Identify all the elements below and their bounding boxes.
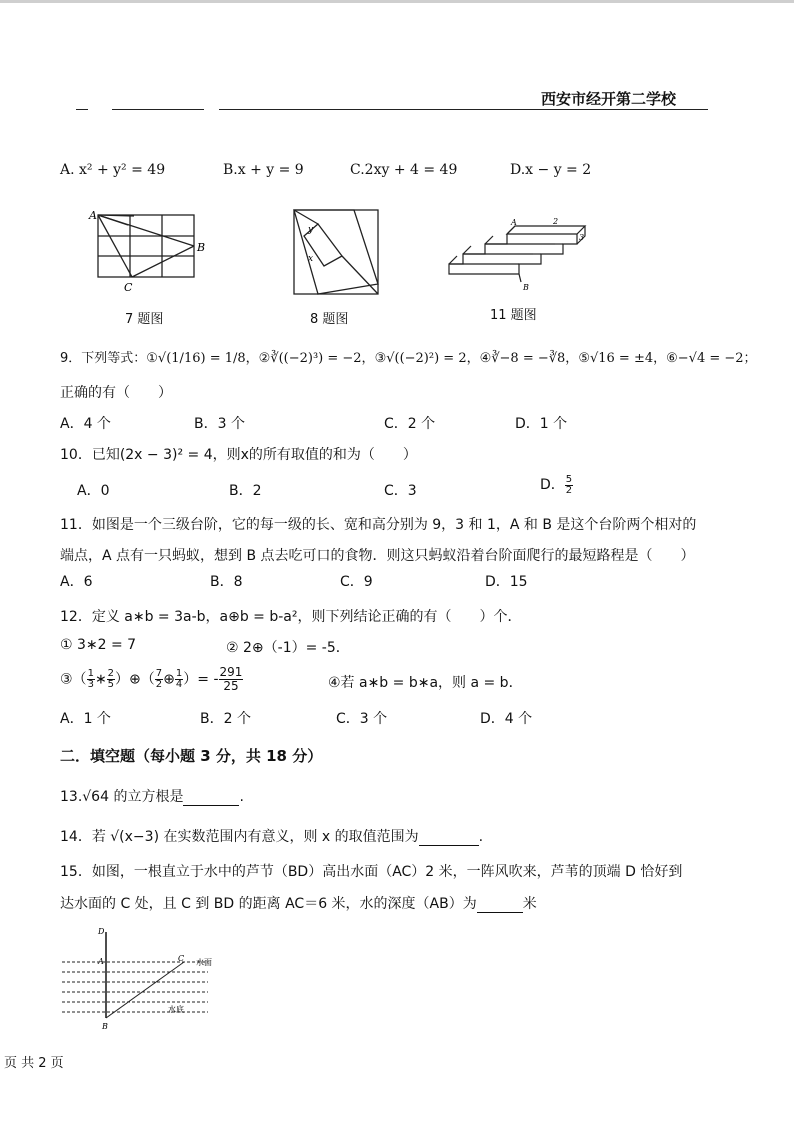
fig15-label-b: B bbox=[102, 1022, 108, 1031]
q11-option-c: C．9 bbox=[340, 574, 373, 590]
q9-option-c: C．2 个 bbox=[384, 416, 436, 432]
q15-line2: 达水面的 C 处，且 C 到 BD 的距离 AC＝6 米，水的深度（AB）为 米 bbox=[60, 896, 537, 912]
q15-line1: 15．如图，一根直立于水中的芦节（BD）高出水面（AC）2 米，一阵风吹来，芦苇的顶端 D 恰好到 bbox=[60, 864, 683, 880]
q9-item-5: ⑤√16 = ±4， bbox=[578, 351, 667, 366]
q9-item-4: ④∛−8 = −∛8， bbox=[479, 351, 579, 366]
q10-option-d-label: D． bbox=[540, 477, 565, 493]
fig11-label-2: 2 bbox=[553, 217, 559, 226]
q14-text: 14．若 √(x−3) 在实数范围内有意义，则 x 的取值范围为 bbox=[60, 829, 419, 845]
q11-line1: 11．如图是一个三级台阶，它的每一级的长、宽和高分别为 9，3 和 1，A 和 B 是这个台阶两个相对的 bbox=[60, 517, 697, 533]
q11-option-d: D．15 bbox=[485, 574, 528, 590]
q9-option-a: A．4 个 bbox=[60, 416, 111, 432]
q12-option-a: A．1 个 bbox=[60, 711, 111, 727]
q9-line2: 正确的有（ ） bbox=[60, 385, 172, 401]
school-name: 西安市经开第二学校 bbox=[541, 90, 677, 108]
q8-option-b: B.x + y = 9 bbox=[223, 162, 304, 178]
q12-stem: 12．定义 a∗b = 3a-b，a⊕b = b-a²，则下列结论正确的有（ ）个． bbox=[60, 609, 522, 625]
figure-7-caption: 7 题图 bbox=[125, 312, 164, 327]
fig15-label-c: C bbox=[178, 954, 185, 963]
q10-stem: 10．已知(2x − 3)² = 4，则x的所有取值的和为（ ） bbox=[60, 447, 417, 463]
q10-option-b: B．2 bbox=[229, 483, 262, 499]
q12-option-d: D．4 个 bbox=[480, 711, 533, 727]
q10-option-d-fraction: $\frac{5}{2}$ bbox=[565, 473, 573, 496]
fig8-label-y: y bbox=[308, 225, 314, 235]
fig11-label-b: B bbox=[523, 283, 529, 292]
fig15-water-surface-label: 水面 bbox=[196, 958, 212, 967]
figure-8-squares bbox=[290, 206, 382, 298]
header-rule bbox=[219, 109, 708, 110]
q14: 14．若 √(x−3) 在实数范围内有意义，则 x 的取值范围为 . bbox=[60, 829, 484, 845]
fig8-label-x: x bbox=[308, 254, 314, 264]
q8-option-a: A. x² + y² = 49 bbox=[60, 162, 166, 178]
figure-7-grid bbox=[84, 205, 214, 295]
q12-item-1: ① 3∗2 = 7 bbox=[60, 637, 137, 653]
q13-text: 13.√64 的立方根是 bbox=[60, 789, 184, 805]
q9-item-1: ①√(1/16) = 1/8， bbox=[146, 351, 259, 366]
q8-option-c: C.2xy + 4 = 49 bbox=[350, 162, 458, 178]
section-2-title: 二．填空题（每小题 3 分，共 18 分） bbox=[60, 747, 323, 765]
header-rule bbox=[76, 109, 88, 110]
q12-item-3: ③（ $\frac{1}{3}$ ∗ $\frac{2}{5}$ ）⊕（ $\frac{7}{2}$ ⊕ $\frac{1}{4}$ ）= - $\frac{291}{25}$ bbox=[60, 665, 243, 693]
q10-option-d bbox=[540, 474, 573, 496]
fig15-water-bottom-label: 水底 bbox=[168, 1005, 184, 1014]
page-footer: 页 共 2 页 bbox=[4, 1056, 64, 1071]
q9-stem bbox=[60, 347, 757, 366]
q13: 13.√64 的立方根是 . bbox=[60, 789, 244, 805]
q9-item-6: ⑥−√4 = −2； bbox=[666, 351, 757, 366]
q11-line2: 端点，A 点有一只蚂蚁，想到 B 点去吃可口的食物．则这只蚂蚁沿着台阶面爬行的最短路程是（ ） bbox=[60, 548, 695, 564]
q11-option-a: A．6 bbox=[60, 574, 93, 590]
q12-item-4: ④若 a∗b = b∗a，则 a = b． bbox=[328, 675, 523, 691]
q12-option-b: B．2 个 bbox=[200, 711, 251, 727]
fig7-label-b: B bbox=[197, 241, 206, 254]
q15-line2-text: 达水面的 C 处，且 C 到 BD 的距离 AC＝6 米，水的深度（AB）为 bbox=[60, 896, 477, 912]
figure-8-caption: 8 题图 bbox=[310, 312, 349, 327]
figure-11-caption: 11 题图 bbox=[490, 308, 537, 323]
header-rule bbox=[112, 109, 204, 110]
q11-option-b: B．8 bbox=[210, 574, 243, 590]
q10-option-c: C．3 bbox=[384, 483, 417, 499]
q14-answer-blank[interactable] bbox=[419, 831, 479, 846]
q10-option-a: A．0 bbox=[77, 483, 110, 499]
fig15-label-d: D bbox=[98, 927, 105, 936]
fig11-label-3: 3 bbox=[579, 233, 585, 242]
fig11-label-a: A bbox=[511, 218, 517, 227]
fig7-label-a: A bbox=[89, 209, 97, 222]
fig7-label-c: C bbox=[124, 281, 133, 294]
q13-answer-blank[interactable] bbox=[183, 791, 239, 806]
q15-answer-blank[interactable] bbox=[477, 898, 523, 913]
figure-11-stairs bbox=[445, 214, 605, 294]
top-border bbox=[0, 0, 794, 3]
q9-prefix: 9．下列等式： bbox=[60, 351, 147, 366]
q8-option-d: D.x − y = 2 bbox=[510, 162, 592, 178]
q12-item-2: ② 2⊕（-1）= -5． bbox=[226, 640, 350, 656]
q12-option-c: C．3 个 bbox=[336, 711, 388, 727]
figure-15-reed bbox=[58, 920, 228, 1032]
q9-item-2: ②∛((−2)³) = −2， bbox=[258, 351, 375, 366]
fig15-label-a: A bbox=[98, 957, 104, 966]
q9-option-b: B．3 个 bbox=[194, 416, 245, 432]
q9-item-3: ③√((−2)²) = 2， bbox=[374, 351, 480, 366]
q9-option-d: D．1 个 bbox=[515, 416, 568, 432]
